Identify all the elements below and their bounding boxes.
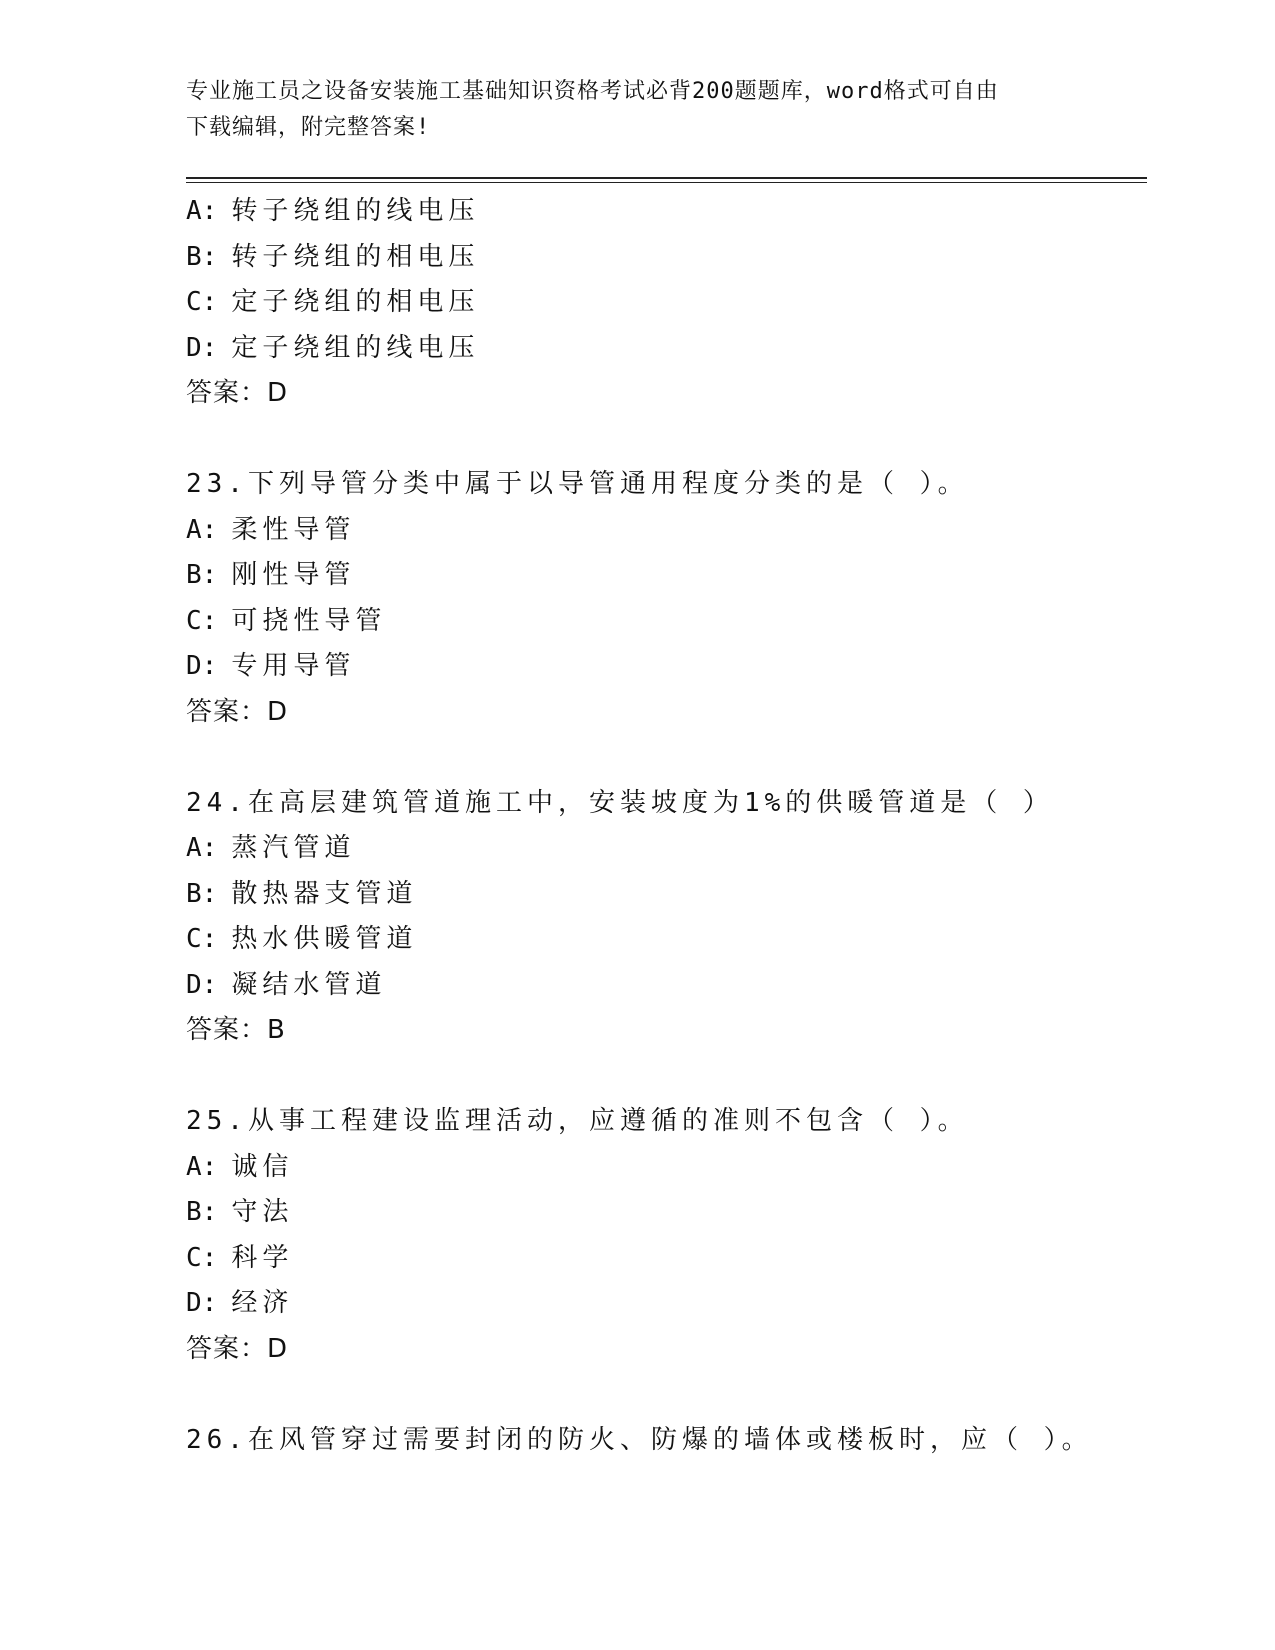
option-b: [186, 235, 1186, 281]
option-d: [186, 326, 1186, 372]
option-prefix: D:: [186, 1288, 218, 1318]
question-22: [186, 189, 1186, 417]
option-prefix: B:: [186, 878, 218, 909]
option-a: [186, 1145, 1186, 1191]
option-c: [186, 280, 1186, 326]
header-divider-thick: [186, 177, 1147, 179]
option-prefix: A:: [186, 196, 218, 226]
header-title-line-1: 专业施工员之设备安装施工基础知识资格考试必背200题题库，word格式可自由: [186, 79, 999, 104]
option-b: [186, 553, 1186, 599]
option-text: 刚性导管: [231, 560, 356, 590]
option-b: [186, 1190, 1186, 1236]
answer-line: 答案：D: [186, 696, 289, 727]
option-a: [186, 508, 1186, 554]
option-prefix: C:: [186, 924, 218, 954]
option-text: 定子绕组的线电压: [231, 332, 480, 363]
question-25: [186, 1099, 1186, 1372]
option-d: [186, 1281, 1186, 1327]
option-text: 守法: [231, 1197, 294, 1227]
option-c: [186, 917, 1186, 963]
option-text: 科学: [231, 1242, 294, 1273]
option-prefix: C:: [186, 1242, 218, 1273]
option-prefix: B:: [186, 241, 218, 272]
option-text: 蒸汽管道: [231, 833, 356, 863]
option-prefix: C:: [186, 287, 218, 317]
question-text: 23.下列导管分类中属于以导管通用程度分类的是（ ）。: [186, 469, 969, 499]
option-text: 热水供暖管道: [231, 924, 418, 954]
option-a: [186, 826, 1186, 872]
option-prefix: D:: [186, 651, 218, 681]
question-text: 26.在风管穿过需要封闭的防火、防爆的墙体或楼板时，应（ ）。: [186, 1424, 1093, 1455]
option-d: [186, 963, 1186, 1009]
option-prefix: B:: [186, 560, 218, 590]
answer-line: 答案：D: [186, 378, 289, 408]
option-text: 诚信: [231, 1151, 294, 1182]
option-prefix: D:: [186, 969, 218, 1000]
option-prefix: D:: [186, 332, 218, 363]
question-text: 25.从事工程建设监理活动，应遵循的准则不包含（ ）。: [186, 1106, 969, 1136]
option-prefix: A:: [186, 833, 218, 863]
question-26: [186, 1418, 1186, 1464]
header-title-line-2: 下载编辑，附完整答案!: [186, 115, 431, 140]
answer-line: 答案：D: [186, 1333, 289, 1364]
option-prefix: A:: [186, 514, 218, 545]
option-text: 柔性导管: [231, 514, 356, 545]
option-text: 转子绕组的线电压: [231, 196, 480, 226]
option-prefix: C:: [186, 605, 218, 636]
option-text: 凝结水管道: [231, 969, 387, 1000]
spacer: [186, 417, 1186, 463]
spacer: [186, 1054, 1186, 1100]
option-text: 可挠性导管: [231, 605, 387, 636]
option-c: [186, 1236, 1186, 1282]
option-text: 转子绕组的相电压: [231, 241, 480, 272]
document-header: [186, 74, 1086, 146]
spacer: [186, 1372, 1186, 1418]
option-text: 经济: [231, 1288, 294, 1318]
header-divider-thin: [186, 182, 1147, 183]
question-23: [186, 462, 1186, 735]
option-text: 定子绕组的相电压: [231, 287, 480, 317]
option-a: [186, 189, 1186, 235]
option-text: 专用导管: [231, 651, 356, 681]
option-text: 散热器支管道: [231, 878, 418, 909]
option-c: [186, 599, 1186, 645]
question-list: [186, 189, 1186, 1463]
question-text: 24.在高层建筑管道施工中，安装坡度为1%的供暖管道是（ ）: [186, 787, 1054, 818]
option-prefix: B:: [186, 1197, 218, 1227]
spacer: [186, 735, 1186, 781]
answer-line: 答案：B: [186, 1015, 286, 1045]
option-prefix: A:: [186, 1151, 218, 1182]
option-b: [186, 872, 1186, 918]
question-24: [186, 781, 1186, 1054]
option-d: [186, 644, 1186, 690]
